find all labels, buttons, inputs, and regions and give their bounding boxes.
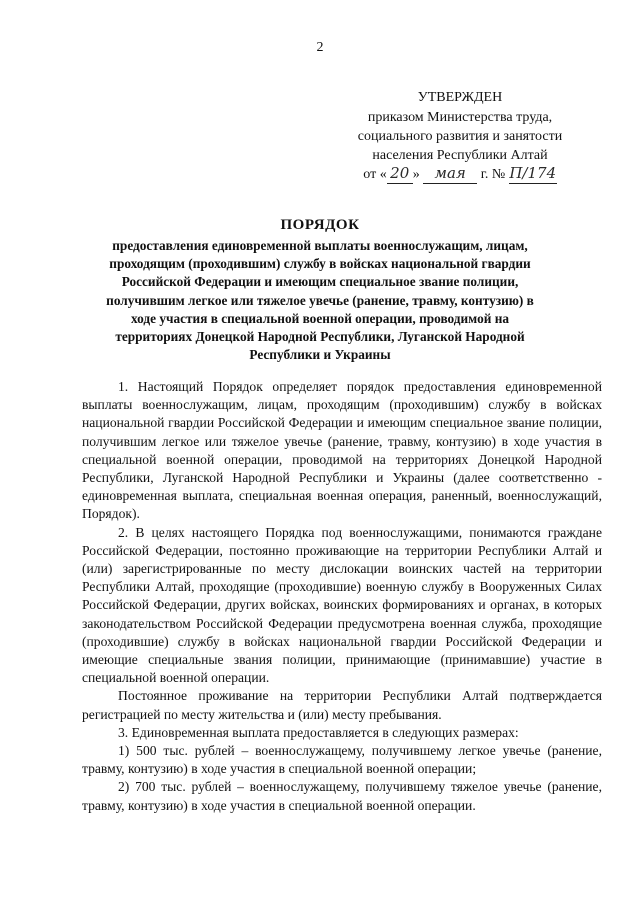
date-month: мая xyxy=(423,164,477,184)
document-title: ПОРЯДОК xyxy=(280,217,360,233)
approval-line-2: социального развития и занятости xyxy=(357,129,563,144)
list-item-1: 1) 500 тыс. рублей – военнослужащему, получившему легкое увечье (ранение, травму, контузию) в ходе участия в специальной военной операции; xyxy=(82,743,602,777)
document-subtitle: предоставления единовременной выплаты военнослужащим, лицам, проходящим (проходившим) службу в войсках национальной гвардии Российской Федерации и имеющим специальное звание полиции, получившим легкое или тяжелое увечье (ранение, травму, контузию) в ходе участия в специальной военной операции, проводимой на территориях Донецкой Народной Республики, Луганской Народной Республики и Украины xyxy=(106,238,534,363)
list-item-2: 2) 700 тыс. рублей – военнослужащему, получившему тяжелое увечье (ранение, травму, контузию) в ходе участия в специальной военной операции. xyxy=(82,779,602,813)
paragraph-3: 3. Единовременная выплата предоставляется в следующих размерах: xyxy=(118,724,519,740)
page-number: 2 xyxy=(316,40,324,55)
approval-date-line xyxy=(340,164,580,184)
approval-heading: УТВЕРЖДЕН xyxy=(417,90,503,105)
date-mid: » xyxy=(412,167,420,182)
order-number: П/174 xyxy=(509,164,557,182)
approval-line-1: приказом Министерства труда, xyxy=(367,110,553,125)
date-day: 20 xyxy=(387,164,413,184)
paragraph-residence: Постоянное проживание на территории Республики Алтай подтверждается регистрацией по месту жительства и (или) месту пребывания. xyxy=(82,688,602,722)
document-body xyxy=(82,378,602,815)
date-year: г. № xyxy=(480,167,506,182)
paragraph-1: 1. Настоящий Порядок определяет порядок предоставления единовременной выплаты военнослужащим, лицам, проходящим (проходившим) службу в войсках национальной гвардии Российской Федерации и имеющим специальное звание полиции, получившим легкое или тяжелое увечье (ранение, травму, контузию) в ходе участия в специальной военной операции, проводимой на территориях Донецкой Народной Республики, Луганской Народной Республики и Украины (далее соответственно - единовременная выплата, специальная военная операция, раненный, военнослужащий, Порядок). xyxy=(82,379,602,522)
paragraph-2: 2. В целях настоящего Порядка под военнослужащими, понимаются граждане Российской Федерации, постоянно проживающие на территории Республики Алтай и (или) зарегистрированные по месту дислокации воинских частей на территории Республики Алтай, проходящие (проходившие) военную службу в Вооруженных Силах Российской Федерации, других войсках, воинских формированиях и органах, в которых законодательством Российской Федерации предусмотрена военная служба, проходящие (проходившие) службу в войсках национальной гвардии Российской Федерации и имеющие специальные звания полиции, принимающие (принимавшие) участие в специальной военной операции. xyxy=(82,524,602,686)
approval-line-3: населения Республики Алтай xyxy=(372,148,548,163)
date-prefix: от « xyxy=(363,167,387,182)
